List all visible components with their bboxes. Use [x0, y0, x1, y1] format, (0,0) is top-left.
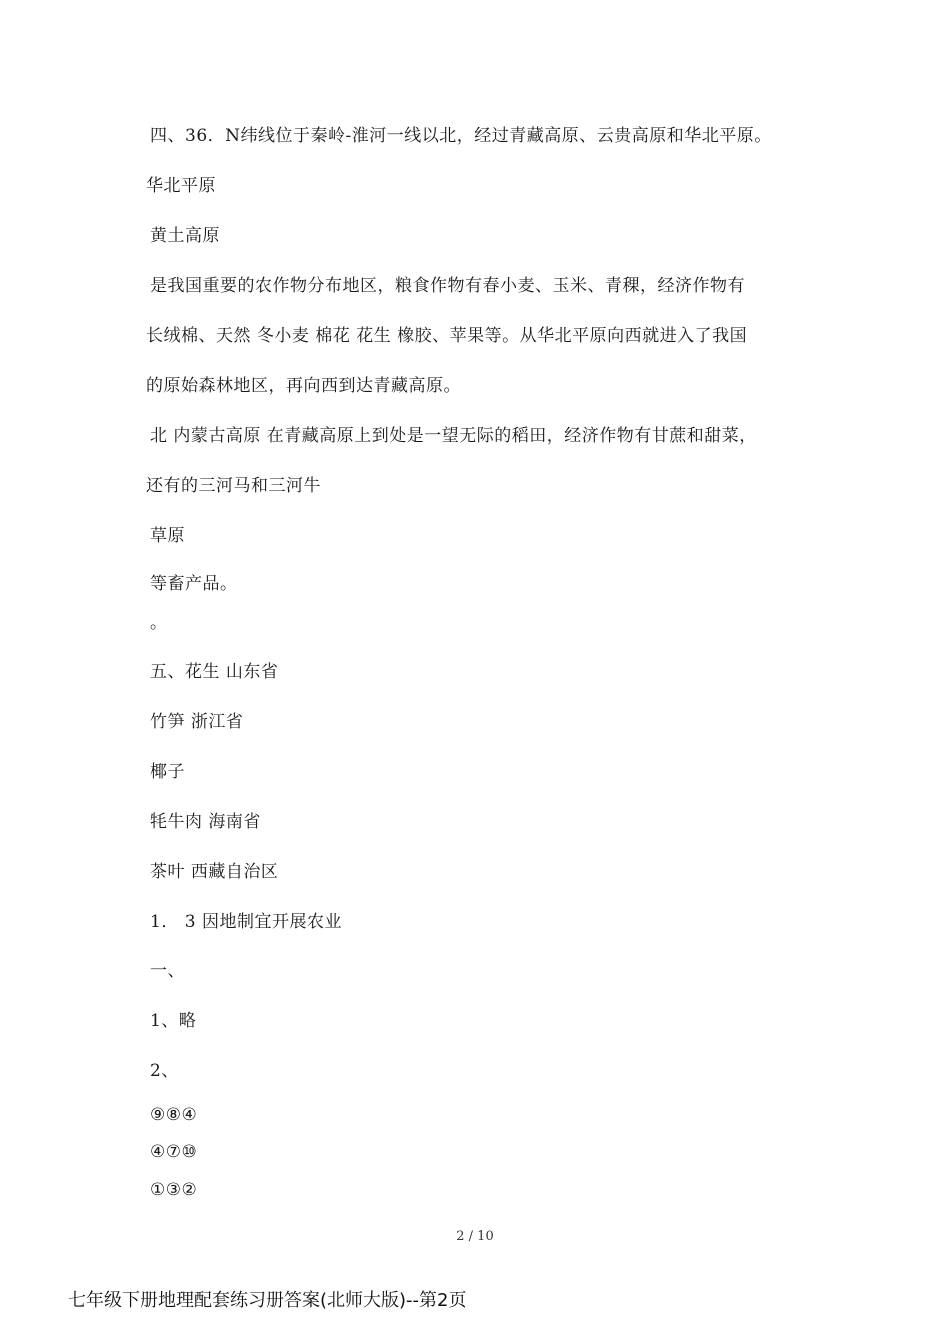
- text-line: 一、: [150, 961, 185, 981]
- text-line: 茶叶 西藏自治区: [150, 862, 279, 882]
- footer-title: 七年级下册地理配套练习册答案(北师大版)--第2页: [68, 1290, 467, 1311]
- text-line: 黄土高原: [150, 226, 220, 246]
- page-number: 2 / 10: [456, 1229, 494, 1244]
- text-line: ①③②: [150, 1180, 198, 1200]
- text-line: 北 内蒙古高原 在青藏高原上到处是一望无际的稻田，经济作物有甘蔗和甜菜，: [150, 426, 757, 446]
- text-line: ④⑦⑩: [150, 1142, 198, 1162]
- text-line: 还有的三河马和三河牛: [146, 476, 321, 496]
- text-line: 。: [150, 613, 168, 633]
- text-line: 是我国重要的农作物分布地区，粮食作物有春小麦、玉米、青稞，经济作物有: [150, 276, 745, 296]
- text-line: 长绒棉、天然 冬小麦 棉花 花生 橡胶、苹果等。从华北平原向西就进入了我国: [146, 326, 748, 346]
- text-line: ⑨⑧④: [150, 1105, 198, 1125]
- text-line: 2、: [150, 1061, 179, 1081]
- text-line: 四、36．N纬线位于秦岭-淮河一线以北，经过青藏高原、云贵高原和华北平原。: [150, 126, 772, 146]
- text-line: 五、花生 山东省: [150, 662, 279, 682]
- text-line: 草原: [150, 526, 185, 546]
- text-line: 华北平原: [146, 176, 216, 196]
- section-heading: 1． 3 因地制宜开展农业: [150, 912, 342, 932]
- text-line: 竹笋 浙江省: [150, 712, 244, 732]
- text-line: 牦牛肉 海南省: [150, 812, 261, 832]
- text-line: 1、略: [150, 1011, 197, 1031]
- text-line: 椰子: [150, 762, 185, 782]
- text-line: 等畜产品。: [150, 574, 238, 594]
- text-line: 的原始森林地区，再向西到达青藏高原。: [146, 376, 461, 396]
